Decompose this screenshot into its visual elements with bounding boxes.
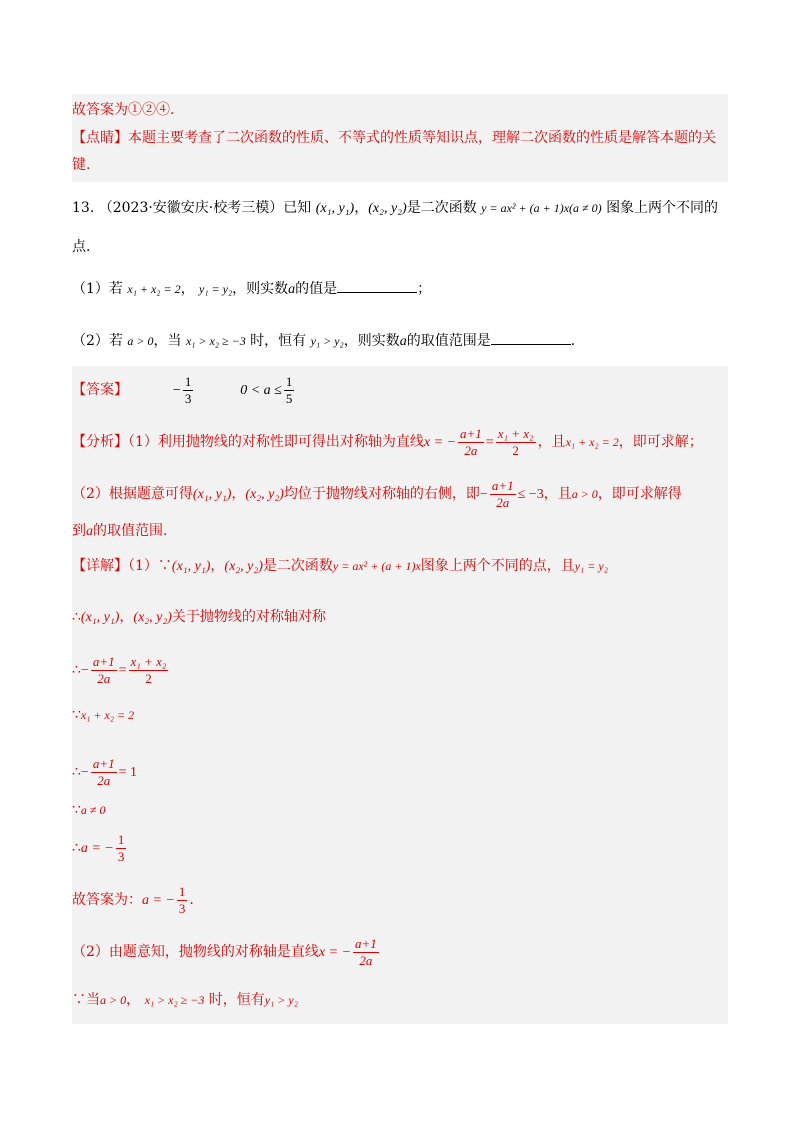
question-13-line-2: 点. <box>72 239 91 255</box>
answer-blank-1[interactable] <box>337 278 417 293</box>
analysis-label: 【分析】 <box>72 434 128 450</box>
comment-continuation: 键. <box>72 157 91 173</box>
detail-line-8: 故答案为：a = − $\frac{1}{3}$ . <box>72 883 194 916</box>
previous-answer-line <box>72 100 728 120</box>
detail-line-7: ∴a = − $\frac{1}{3}$ <box>72 831 125 864</box>
answer-2: 0 < a ≤ <box>240 383 282 398</box>
question-13-part-1: （1）若 x₁ + x₂ = 2， y₁ = y₂，则实数a的值是 ； <box>72 278 728 300</box>
question-number: 13. <box>72 200 95 216</box>
detail-line-9: （2）由题意知，抛物线的对称轴是直线x = − $\frac{a+1}{2a}$ <box>72 935 377 968</box>
detail-label: 【详解】 <box>72 558 128 574</box>
analysis-line-1: 【分析】（1）利用抛物线的对称性即可得出对称轴为直线x = − $\frac{a+1}{2a}$ = $\frac{\text{x₁ + x₂}}{2}$ ，且x₁ + x₂ = 2，即可求解； <box>72 425 703 458</box>
detail-line-1: 【详解】（1）∵(x₁, y₁)，(x₂, y₂)是二次函数y = ax² + (a + 1)x图象上两个不同的点，且y₁ = y₂ <box>72 558 608 574</box>
detail-line-3: ∴− $\frac{a+1}{2a}$ = $\frac{\text{x₁ + x₂}}{2}$ <box>72 653 167 686</box>
detail-line-4: ∵x₁ + x₂ = 2 <box>72 707 135 723</box>
answer-blank-2[interactable] <box>491 330 571 345</box>
detail-line-5: ∴− $\frac{a+1}{2a}$ = 1 <box>72 755 138 788</box>
question-13-line-1: 13. （2023·安徽安庆·校考三模）已知 (x₁, y₁)，(x₂, y₂)是二次函数 y = ax² + (a + 1)x(a ≠ 0) 图象上两个不同的 <box>72 200 719 216</box>
detail-line-2: ∴(x₁, y₁)，(x₂, y₂)关于抛物线的对称轴对称 <box>72 609 326 625</box>
analysis-line-3: 到a的取值范围. <box>72 523 168 539</box>
quadratic-function: y = ax² + (a + 1)x(a ≠ 0) <box>481 201 602 215</box>
point-2: (x₂, y₂) <box>368 201 407 216</box>
analysis-line-2: （2）根据题意可得(x₁, y₁)，(x₂, y₂)均位于抛物线对称轴的右侧，即− $\frac{a+1}{2a}$ ≤ −3，且a > 0，即可求解得 <box>72 477 682 510</box>
answer-label: 【答案】 <box>72 382 128 398</box>
detail-line-10: ∵当a > 0， x₁ > x₂ ≥ −3 时，恒有y₁ > y₂ <box>72 992 298 1008</box>
answer-1-fraction: $\frac{1}{3}$ <box>184 373 192 406</box>
comment-label: 【点睛】 <box>72 130 128 146</box>
question-13-part-2: （2）若 a > 0，当 x₁ > x₂ ≥ −3 时，恒有 y₁ > y₂，则实数a的取值范围是 . <box>72 330 728 352</box>
answer-text: 故答案为①②④. <box>72 102 175 118</box>
comment-line <box>72 128 728 148</box>
solution-band <box>72 366 728 1024</box>
detail-line-6: ∵a ≠ 0 <box>72 802 106 818</box>
comment-text: 本题主要考查了二次函数的性质、不等式的性质等知识点，理解二次函数的性质是解答本题的关 <box>128 130 716 146</box>
point-1: (x₁, y₁) <box>315 201 355 216</box>
answer-line: 【答案】 − $\frac{1}{3}$ 0 < a ≤ $\frac{1}{5}$ <box>72 373 293 406</box>
question-source: （2023·安徽安庆·校考三模） <box>98 200 284 216</box>
